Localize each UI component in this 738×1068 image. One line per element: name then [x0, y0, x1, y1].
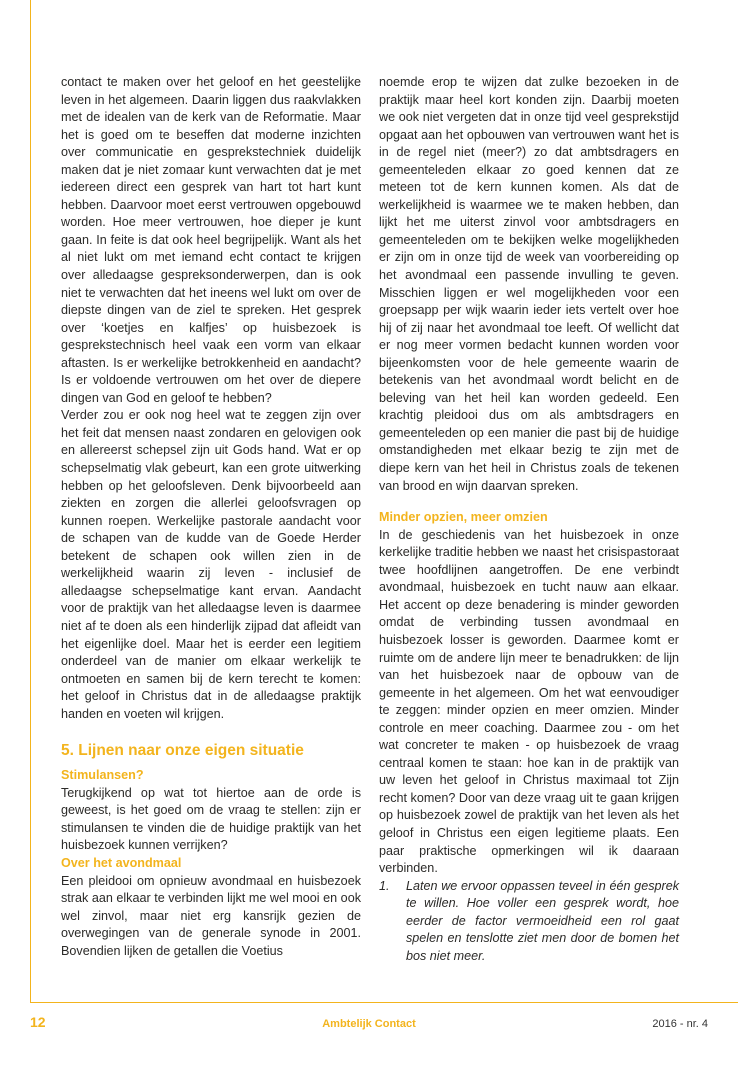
issue-label: 2016 - nr. 4 — [652, 1018, 708, 1030]
page-number: 12 — [30, 1014, 46, 1030]
body-paragraph: contact te maken over het geloof en het geestelijke leven in het algemeen. Daarin liggen dus raakvlakken met de idealen van de kerk van de Reformatie. Maar het is goed om te beseffen dat moderne inzichten over communicatie en gesprekstechniek duidelijk maken dat je niet zomaar kunt verwachten dat je met iedereen direct een gesprek van hart tot hart kunt hebben. Daarvoor moet eerst vertrouwen opgebouwd worden. Hoe meer vertrouwen, hoe dieper je kunt gaan. In feite is dat ook heel begrijpelijk. Want als het al niet lukt om met iemand echt contact te krijgen over alledaagse gespreksonderwerpen, dan is ook niet te verwachten dat het ineens wel lukt om over de diepste dingen van de ziel te spreken. Het gesprek over ‘koetjes en kalfjes’ op huisbezoek is gesprekstechnisch heel vaak een vorm van elkaar aftasten. Is er werkelijke betrokkenheid en aandacht? Is er voldoende vertrouwen om het over de diepere dingen van God en geloof te hebben? — [61, 75, 361, 405]
list-item-text: Laten we ervoor oppassen teveel in één gesprek te willen. Hoe voller een gesprek wordt, hoe eerder de factor vermoeidheid een rol gaat spelen en tenslotte ziet men door de bomen het bos niet meer. — [406, 878, 679, 963]
subheading-avondmaal: Over het avondmaal — [61, 855, 182, 870]
list-item-number: 1. — [379, 878, 390, 893]
body-paragraph: Verder zou er ook nog heel wat te zeggen zijn over het feit dat mensen naast zondaren en gelovigen ook en allereerst schepsel zijn uit Gods hand. Wat er op schepselmatig vlak gebeurt, kan een grote uitwerking hebben op het geloofsleven. Denk bijvoorbeeld aan ziekten en zorgen die allerlei geloofsvragen op kunnen roepen. Werkelijke pastorale aandacht voor de schapen van de kudde van de Goede Herder betekent de schapen ook willen zien in de werkelijkheid waarin zij leven - inclusief de alledaagse schepselmatige kant ervan. Aandacht voor de praktijk van het alledaagse leven is daarmee niet af te doen als een hinderlijk zijpad dat afleidt van het eigenlijke doel. Maar het is eerder een legitiem onderdeel van de manier om elkaar werkelijk te ontmoeten en samen bij de kern terecht te komen: het geloof in Christus dat in de alledaagse praktijk handen en voeten wil krijgen. — [61, 408, 361, 721]
subheading-stimulansen: Stimulansen? — [61, 768, 144, 783]
page-frame-left-rule — [30, 0, 31, 1002]
subheading-minder-opzien: Minder opzien, meer omzien — [379, 510, 548, 525]
numbered-list — [379, 878, 679, 966]
body-paragraph: noemde erop te wijzen dat zulke bezoeken in de praktijk maar heel kort konden zijn. Daarbij moeten we ook niet vergeten dat in onze tijd veel gesprekstijd opgaat aan het opbouwen van vertrouwen want het is in de regel niet (meer?) zo dat ambtsdragers en gemeenteleden elkaar zo goed kennen dat ze meteen tot de kern kunnen komen. Als dat de werkelijkheid is waarmee we te maken hebben, dan lijkt het me uiterst zinvol voor ambtsdragers en gemeenteleden om te bekijken welke mogelijkheden er zijn om in onze tijd de week van voorbereiding op het avondmaal een passende invulling te geven. Misschien liggen er wel mogelijkheden voor een groepsapp per wijk waarin ieder iets vertelt over hoe hij of zij naar het avondmaal toe leeft. Of wellicht dat er nog meer vormen bedacht kunnen worden voor bijeenkomsten voor de hele gemeente waarin de betekenis van het avondmaal wordt belicht en de beleving van het heil kan worden gedeeld. Een krachtig pleidooi dus om als ambtsdragers en gemeenteleden op een manier die past bij de huidige omstandigheden met elkaar bezig te zijn met de diepe kern van het heil in Christus zoals de tekenen van brood en wijn daarvan spreken. — [379, 75, 679, 493]
list-item — [379, 878, 679, 966]
page-frame-bottom-rule — [30, 1002, 738, 1003]
body-paragraph: Een pleidooi om opnieuw avondmaal en huisbezoek strak aan elkaar te verbinden lijkt me wel mooi en ook wel zinvol, maar niet erg kansrijk gezien de overwegingen van de generale synode in 2001. Bovendien lijken de getallen die Voetius — [61, 873, 361, 958]
magazine-name: Ambtelijk Contact — [322, 1018, 416, 1030]
left-column — [61, 74, 361, 960]
body-paragraph: In de geschiedenis van het huisbezoek in onze kerkelijke traditie hebben we naast het crisispastoraat twee hoofdlijnen aangetroffen. De ene verbindt avondmaal, huisbezoek en tucht nauw aan elkaar. Het accent op deze benadering is minder geworden omdat de verbinding tussen avondmaal en huisbezoek losser is geworden. Daarmee komt er ruimte om de andere lijn meer te benadrukken: de lijn van het huisbezoek naar de opbouw van de gemeente in het algemeen. Om het wat eenvoudiger te zeggen: minder opzien en meer omzien. Minder controle en meer coaching. Daarmee zou - om het wat concreter te maken - op huisbezoek de vraag centraal komen te staan: hoe kan in de praktijk van uw leven het geloof in Christus maximaal tot Zijn recht komen? Door van deze vraag uit te gaan krijgen op huisbezoek zowel de praktijk van het leven als het geloof in Christus een eigen legitieme plaats. Een paar praktische opmerkingen wil ik daaraan verbinden. — [379, 527, 679, 876]
body-paragraph: Terugkijkend op wat tot hiertoe aan de orde is geweest, is het goed om de vraag te stellen: zijn er stimulansen te vinden die de huidige praktijk van het huisbezoek kunnen verrijken? — [61, 785, 361, 853]
right-column — [379, 74, 679, 965]
section-heading: 5. Lijnen naar onze eigen situatie — [61, 742, 304, 760]
